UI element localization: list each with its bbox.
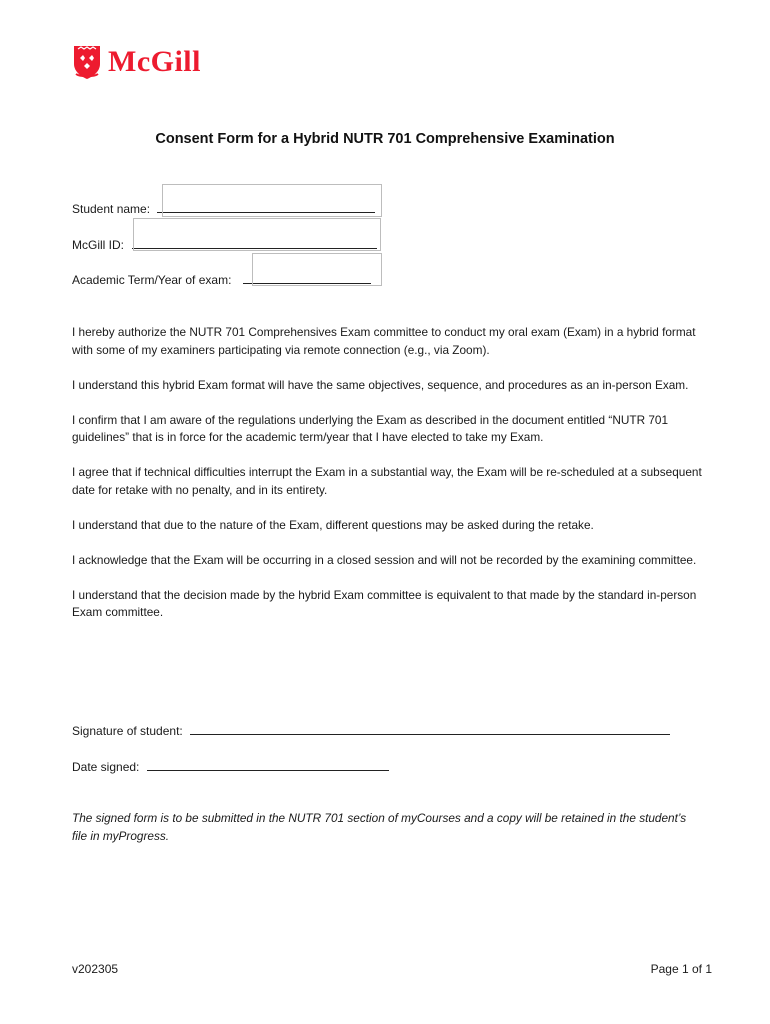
consent-paragraph: I understand that the decision made by the hybrid Exam committee is equivalent to that made by the standard in-person Exam committee.	[72, 587, 697, 619]
date-label: Date signed:	[72, 760, 140, 774]
logo-wordmark: McGill	[108, 45, 201, 78]
submission-note: The signed form is to be submitted in the NUTR 701 section of myCourses and a copy will be retained in the student’s file in myProgress.	[72, 811, 687, 843]
date-row	[72, 760, 389, 774]
student-name-field[interactable]	[162, 184, 382, 217]
page-number: Page 1 of 1	[650, 962, 712, 976]
consent-paragraph: I understand that due to the nature of the Exam, different questions may be asked during the retake.	[72, 517, 594, 532]
consent-paragraph: I understand this hybrid Exam format will have the same objectives, sequence, and procedures as an in-person Exam.	[72, 377, 689, 392]
consent-paragraph: I acknowledge that the Exam will be occurring in a closed session and will not be recorded by the examining committee.	[72, 552, 697, 567]
consent-paragraph: I agree that if technical difficulties interrupt the Exam in a substantial way, the Exam will be re-scheduled at a subsequent date for retake with no penalty, and in its entirety.	[72, 465, 702, 497]
mcgill-crest-icon	[72, 44, 102, 80]
consent-paragraphs	[72, 324, 702, 639]
mcgill-id-field[interactable]	[133, 218, 381, 251]
date-line[interactable]	[147, 760, 389, 771]
consent-paragraph: I confirm that I am aware of the regulations underlying the Exam as described in the document entitled “NUTR 701 guidelines” that is in force for the academic term/year that I have elected to take my Exam.	[72, 412, 669, 444]
signature-line[interactable]	[190, 724, 670, 735]
mcgill-id-label: McGill ID:	[72, 238, 124, 252]
signature-label: Signature of student:	[72, 724, 183, 738]
term-field[interactable]	[252, 253, 382, 286]
version-label: v202305	[72, 962, 119, 976]
mcgill-logo	[72, 44, 201, 80]
term-label: Academic Term/Year of exam:	[72, 273, 232, 287]
student-name-label: Student name:	[72, 202, 151, 216]
consent-paragraph: I hereby authorize the NUTR 701 Comprehensives Exam committee to conduct my oral exam (Exam) in a hybrid format with some of my examiners participating via remote connection (e.g., via Zoom).	[72, 325, 696, 357]
signature-row	[72, 724, 670, 738]
page-title: Consent Form for a Hybrid NUTR 701 Comprehensive Examination	[155, 131, 615, 147]
